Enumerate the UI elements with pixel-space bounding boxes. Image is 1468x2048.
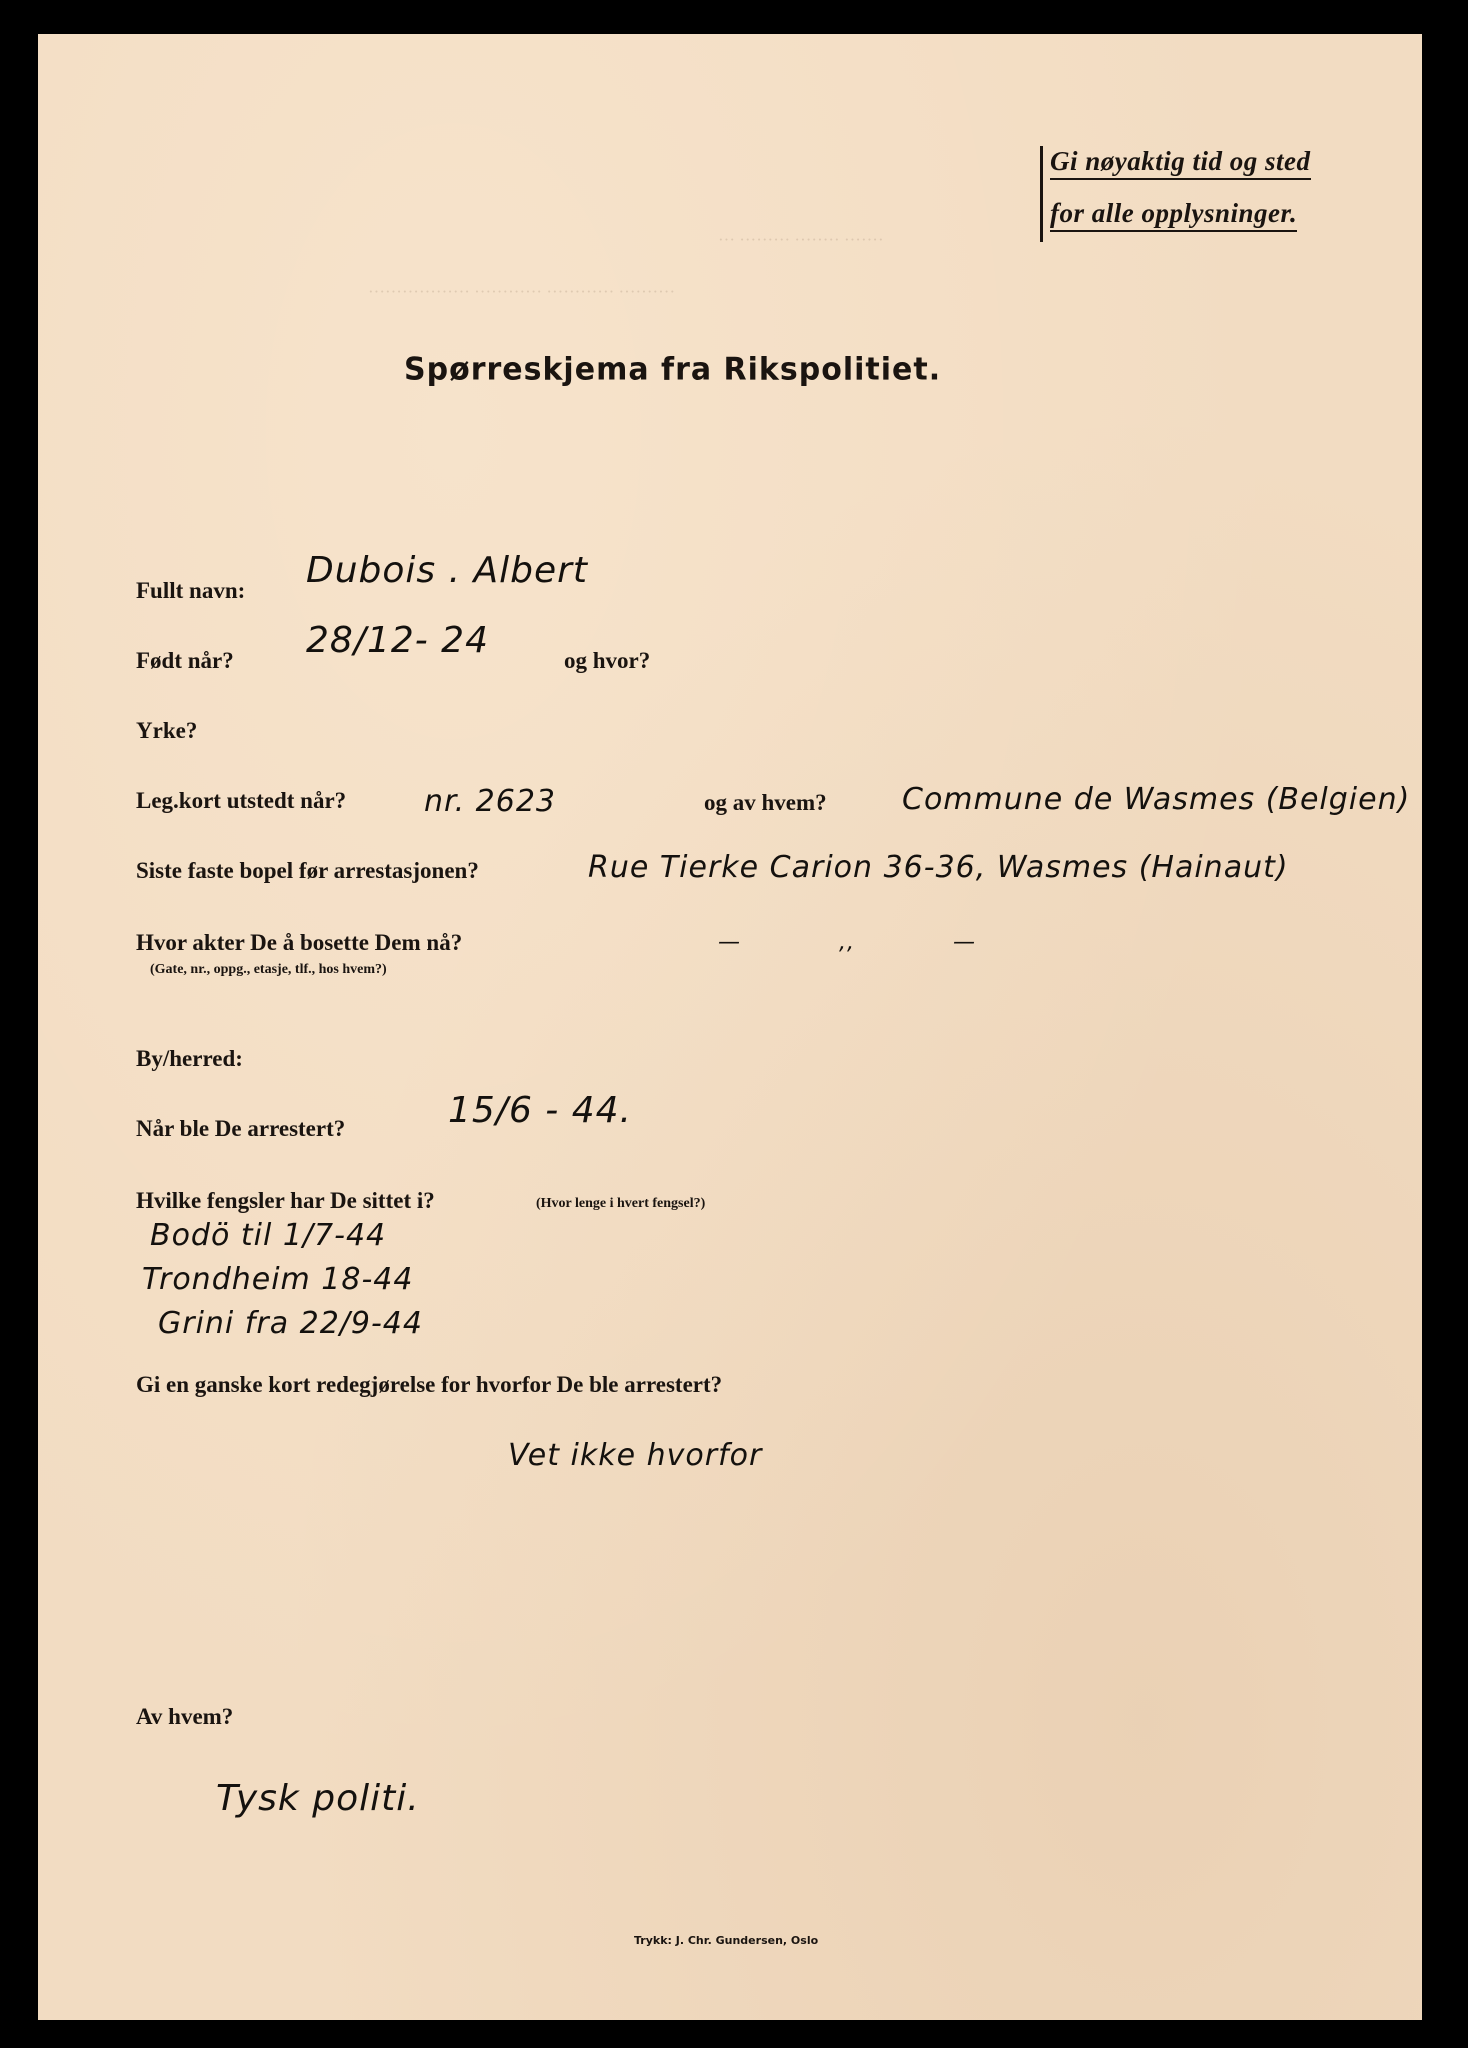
born-when-label: Født når? (136, 648, 234, 673)
town-label: By/herred: (136, 1046, 243, 1071)
questionnaire-sheet (38, 34, 1422, 2020)
settle-sublabel: (Gate, nr., oppg., etasje, tlf., hos hvem?) (150, 962, 387, 977)
printer-imprint: Trykk: J. Chr. Gundersen, Oslo (634, 1934, 819, 1947)
arrested-when-label: Når ble De arrestert? (136, 1116, 346, 1141)
occupation-label: Yrke? (136, 718, 198, 743)
id-card-by-value: Commune de Wasmes (Belgien) (902, 782, 1411, 817)
form-title: Spørreskjema fra Rikspolitiet. (404, 351, 942, 388)
last-address-value: Rue Tierke Carion 36-36, Wasmes (Hainaut) (588, 850, 1289, 885)
id-card-label: Leg.kort utstedt når? (136, 788, 347, 813)
instruction-line-2: for alle opplysninger. (1050, 198, 1297, 229)
by-whom-value: Tysk politi. (216, 1778, 420, 1819)
prison-entry: Bodö til 1/7-44 (150, 1218, 387, 1253)
settle-value: — ,, — (718, 930, 976, 955)
bleed-through-text: ·················· ············ ············ ·········· (368, 282, 676, 301)
full-name-value: Dubois . Albert (306, 550, 589, 591)
reason-label: Gi en ganske kort redegjørelse for hvorfor De ble arrestert? (136, 1372, 723, 1397)
born-where-label: og hvor? (564, 648, 651, 673)
full-name-label: Fullt navn: (136, 578, 246, 603)
reason-value: Vet ikke hvorfor (508, 1438, 763, 1473)
bleed-through-text: ··· ········· ········ ······· (718, 230, 884, 249)
prison-entry: Grini fra 22/9-44 (158, 1306, 423, 1341)
last-address-label: Siste faste bopel før arrestasjonen? (136, 858, 479, 883)
by-whom-label: Av hvem? (136, 1704, 234, 1729)
arrested-when-value: 15/6 - 44. (448, 1090, 632, 1131)
instruction-line-1: Gi nøyaktig tid og sted (1050, 146, 1311, 177)
settle-label: Hvor akter De å bosette Dem nå? (136, 930, 463, 955)
instruction-border (1040, 146, 1043, 242)
id-card-value: nr. 2623 (424, 784, 557, 819)
born-when-value: 28/12- 24 (306, 620, 489, 661)
id-card-by-label: og av hvem? (704, 790, 827, 815)
prison-entry: Trondheim 18-44 (142, 1262, 414, 1297)
prisons-label: Hvilke fengsler har De sittet i? (136, 1188, 435, 1213)
prisons-sublabel: (Hvor lenge i hvert fengsel?) (536, 1196, 706, 1211)
